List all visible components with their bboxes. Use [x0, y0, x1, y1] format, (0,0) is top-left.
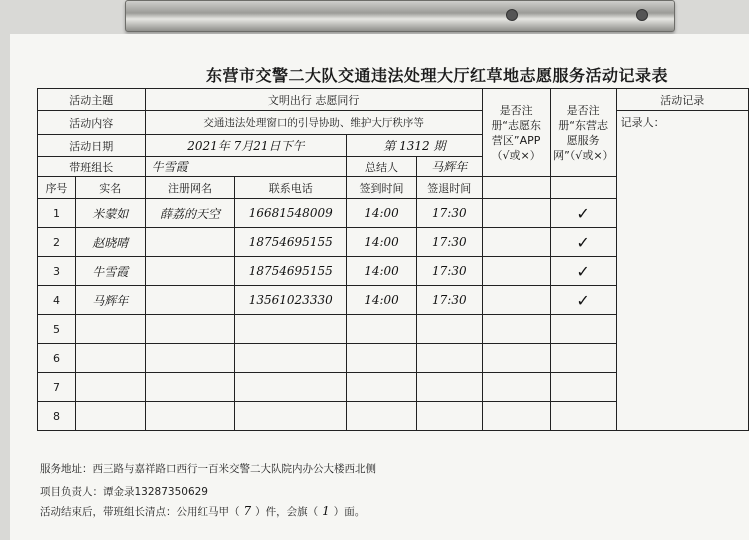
row-signout: 17:30	[416, 286, 482, 315]
vest-count: 7	[243, 504, 252, 518]
row-signin: 14:00	[347, 286, 417, 315]
row-no: 4	[38, 286, 76, 315]
row-name	[75, 315, 145, 344]
row-app-check	[482, 228, 550, 257]
checklist-prefix: 活动结束后，带班组长清点：公用红马甲（	[40, 506, 240, 518]
row-signin	[347, 315, 417, 344]
row-signout: 17:30	[416, 228, 482, 257]
date-value: 2021年 7月21日下午	[145, 135, 347, 157]
row-no: 5	[38, 315, 76, 344]
flag-count: 1	[322, 504, 330, 518]
row-app-check	[482, 315, 550, 344]
row-netname	[145, 373, 235, 402]
row-phone	[235, 402, 347, 431]
recorder-label: 记录人：	[620, 116, 665, 129]
service-address: 服务地址：西三路与嘉祥路口西行一百米交警二大队院内办公大楼西北侧	[40, 463, 376, 475]
clip-hole	[636, 9, 648, 21]
row-net-check	[550, 344, 616, 373]
row-signout	[416, 344, 482, 373]
row-no: 3	[38, 257, 76, 286]
summarizer-label: 总结人	[347, 157, 417, 177]
clip-hole	[506, 9, 518, 21]
row-phone: 18754695155	[235, 228, 347, 257]
content-label: 活动内容	[38, 111, 146, 135]
paper-clip	[125, 0, 675, 32]
row-netname: 薛荔的天空	[145, 199, 235, 228]
row-app-check	[482, 402, 550, 431]
row-net-check: ✓	[550, 228, 616, 257]
date-label: 活动日期	[38, 135, 146, 157]
row-signin	[347, 373, 417, 402]
row-net-check: ✓	[550, 257, 616, 286]
row-app-check	[482, 344, 550, 373]
topic-value: 文明出行 志愿同行	[145, 89, 482, 111]
project-manager: 项目负责人：谭金录13287350629	[40, 486, 208, 498]
app-registration-header: 是否注册“志愿东营区”APP（√或×）	[482, 89, 550, 177]
row-phone	[235, 344, 347, 373]
row-signin: 14:00	[347, 257, 417, 286]
row-name: 米蒙如	[75, 199, 145, 228]
row-no: 7	[38, 373, 76, 402]
document-title: 东营市交警二大队交通违法处理大厅红草地志愿服务活动记录表	[205, 66, 668, 85]
row-netname	[145, 257, 235, 286]
checklist-suffix: ）面。	[333, 506, 366, 518]
row-no: 2	[38, 228, 76, 257]
row-net-check: ✓	[550, 199, 616, 228]
row-name: 马辉年	[75, 286, 145, 315]
row-no: 8	[38, 402, 76, 431]
col-netname: 注册网名	[145, 177, 235, 199]
row-app-check	[482, 286, 550, 315]
row-signin: 14:00	[347, 199, 417, 228]
row-name: 赵晓晴	[75, 228, 145, 257]
topic-label: 活动主题	[38, 89, 146, 111]
leader-value: 牛雪霞	[145, 157, 347, 177]
row-name	[75, 402, 145, 431]
row-app-check	[482, 199, 550, 228]
row-name	[75, 344, 145, 373]
row-phone	[235, 373, 347, 402]
activity-record-table	[37, 88, 749, 431]
row-netname	[145, 286, 235, 315]
row-signout	[416, 373, 482, 402]
row-name	[75, 373, 145, 402]
row-app-check	[482, 373, 550, 402]
row-no: 6	[38, 344, 76, 373]
row-no: 1	[38, 199, 76, 228]
activity-record-box	[616, 111, 748, 431]
row-netname	[145, 228, 235, 257]
row-signin	[347, 344, 417, 373]
summarizer-value: 马辉年	[416, 157, 482, 177]
col-phone: 联系电话	[235, 177, 347, 199]
row-net-check	[550, 373, 616, 402]
checklist-middle: ）件，会旗（	[255, 506, 319, 518]
net-registration-header: 是否注册“东营志愿服务网”（√或×）	[550, 89, 616, 177]
row-signout	[416, 402, 482, 431]
col-signin: 签到时间	[347, 177, 417, 199]
activity-record-label: 活动记录	[616, 89, 748, 111]
app-subheader-blank	[482, 177, 550, 199]
row-phone: 16681548009	[235, 199, 347, 228]
col-name: 实名	[75, 177, 145, 199]
row-phone: 18754695155	[235, 257, 347, 286]
col-no: 序号	[38, 177, 76, 199]
row-netname	[145, 402, 235, 431]
row-netname	[145, 344, 235, 373]
row-app-check	[482, 257, 550, 286]
row-signin: 14:00	[347, 228, 417, 257]
row-name: 牛雪霞	[75, 257, 145, 286]
content-value: 交通违法处理窗口的引导协助、维护大厅秩序等	[145, 111, 482, 135]
row-phone	[235, 315, 347, 344]
net-subheader-blank	[550, 177, 616, 199]
col-signout: 签退时间	[416, 177, 482, 199]
row-net-check: ✓	[550, 286, 616, 315]
row-net-check	[550, 402, 616, 431]
row-netname	[145, 315, 235, 344]
row-signout: 17:30	[416, 199, 482, 228]
row-phone: 13561023330	[235, 286, 347, 315]
row-signout: 17:30	[416, 257, 482, 286]
row-signin	[347, 402, 417, 431]
row-net-check	[550, 315, 616, 344]
session-value: 第 1312 期	[347, 135, 483, 157]
end-checklist	[40, 504, 365, 519]
row-signout	[416, 315, 482, 344]
leader-label: 带班组长	[38, 157, 146, 177]
